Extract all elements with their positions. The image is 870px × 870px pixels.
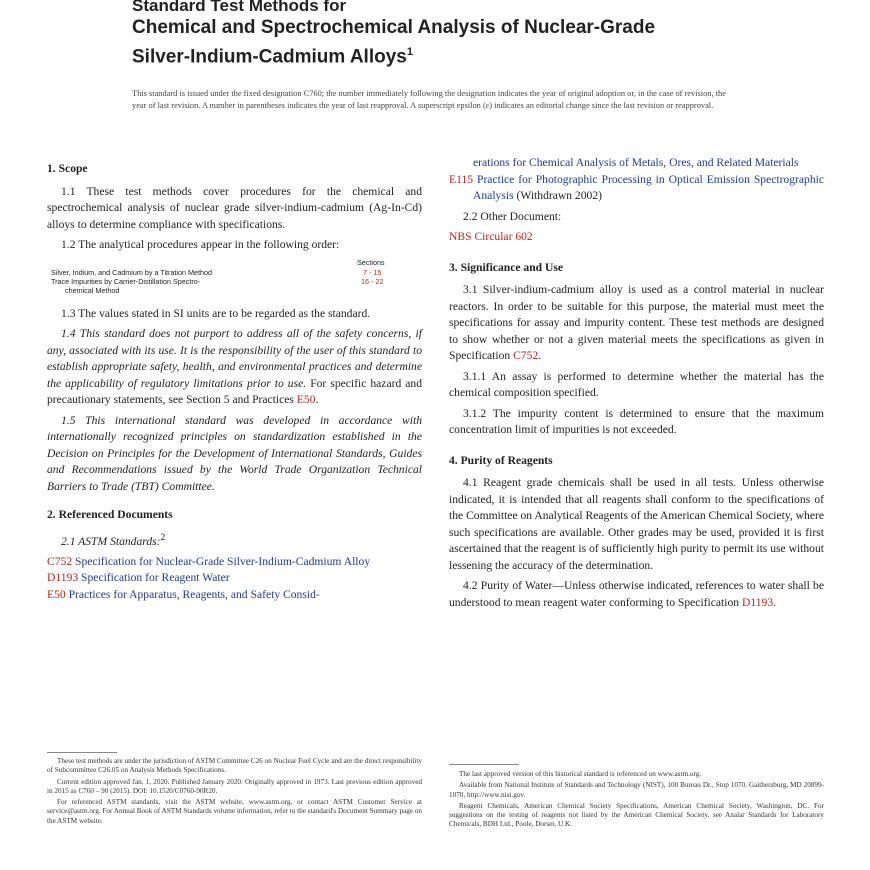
para-1-3: 1.3 The values stated in SI units are to be regarded as the standard.: [61, 306, 371, 320]
para-1-5: 1.5 This international standard was developed in accordance with internationally recognized principles on standardization established in the Decision on Principles for the Development of International Standards, Guides and Recommendations issued by the World Trade Organization Technical Barriers to Trade (TBT) Committee.: [47, 413, 422, 493]
section-2-heading: 2. Referenced Documents: [47, 508, 173, 521]
left-column: [47, 155, 422, 603]
title-line-3: [132, 40, 772, 69]
ref-title-continued[interactable]: erations for Chemical Analysis of Metals, Ores, and Related Materials: [473, 156, 799, 169]
footnotes-right: [449, 770, 824, 832]
title-line-3-text: Silver-Indium-Cadmium Alloys: [132, 46, 407, 68]
ref-withdrawn-note: (Withdrawn 2002): [516, 189, 602, 202]
reference-item[interactable]: [47, 570, 422, 587]
table-row-1-label: Silver, Indium, and Cadmium by a Titration Method: [51, 267, 212, 277]
footnote-5: Available from National Institute of Standards and Technology (NIST), 100 Bureau Dr., Stop 1070, Gaithersburg, MD 20899-1070, http://www.nist.gov.: [449, 781, 824, 799]
footnote-divider-right: [449, 764, 519, 765]
para-1-2: 1.2 The analytical procedures appear in the following order:: [61, 238, 340, 251]
ref-link-c752[interactable]: C752: [513, 349, 539, 362]
table-row-1-value[interactable]: 7 - 15: [363, 267, 382, 277]
footnote-divider-left: [47, 752, 117, 753]
para-1-4-safety: 1.4 This standard does not purport to address all of the safety concerns, if any, associated with its use. It is the responsibility of the user of this standard to establish appropriate safety, health, and environmental practices and determine the applicability of regulatory limitations prior to use.: [47, 327, 422, 390]
para-2-1: [47, 530, 422, 550]
title-line-2: Chemical and Spectrochemical Analysis of Nuclear-Grade: [132, 17, 656, 38]
section-1-heading: 1. Scope: [47, 162, 88, 175]
footnote-4: The last approved version of this historical standard is referenced on www.astm.org.: [459, 770, 702, 778]
para-3-1-2: 3.1.2 The impurity content is determined to ensure that the maximum concentration limit of impurities is not exceeded.: [449, 406, 824, 436]
ref-link-e50[interactable]: E50: [296, 393, 316, 406]
para-3-1: 3.1 Silver-indium-cadmium alloy is used as a control material in nuclear reactors. In order to be suitable for this purpose, the material must meet the specifications for assay and impurity content. These test methods are designed to show whether or not a given material meets the specifications as given in Specification C752.: [449, 283, 824, 362]
reference-item[interactable]: [47, 554, 422, 571]
para-3-1-text: 3.1 Silver-indium-cadmium alloy is used as a control material in nuclear reactors. In order to be suitable for this purpose, the material must meet the specifications for assay and impurity content. These test methods are designed to show whether or not a given material meets the specifications as given in Specification: [449, 283, 824, 362]
title-line-1: Standard Test Methods for: [132, 0, 347, 15]
ref-title[interactable]: Specification for Reagent Water: [81, 571, 230, 585]
table-row-2-label: Trace Impurities by Carrier-Distillation Spectro-: [51, 276, 201, 286]
section-3-heading: 3. Significance and Use: [449, 260, 564, 274]
ref-title[interactable]: Practices for Apparatus, Reagents, and Safety Consid-: [68, 587, 320, 601]
footnote-3: For referenced ASTM standards, visit the ASTM website, www.astm.org, or contact ASTM Customer Service at service@astm.org. For Annual Book of ASTM Standards volume information, refer to the standard's Document Summary page on the ASTM website.: [47, 798, 422, 825]
footnote-6: Reagent Chemicals, American Chemical Society Specifications, American Chemical Society, Washington, DC. For suggestions on the testing of reagents not listed by the American Chemical Society, see Analar Standards for Laboratory Chemicals, BDH Ltd., Poole, Dorset, U.K.: [449, 801, 824, 829]
ref-link-d1193[interactable]: D1193: [741, 595, 774, 609]
ref-id[interactable]: E50: [47, 587, 66, 601]
para-4-2-text: 4.2 Purity of Water—Unless otherwise indicated, references to water shall be understood to mean reagent water conforming to Specification: [449, 579, 824, 609]
right-column: [449, 155, 824, 615]
footnote-1: These test methods are under the jurisdiction of ASTM Committee C26 on Nuclear Fuel Cycle and are the direct responsibility of Subcommittee C26.05 on Analysis Methods Specifications.: [47, 757, 422, 775]
document-title: [132, 0, 772, 69]
ref-title[interactable]: Specification for Nuclear-Grade Silver-Indium-Cadmium Alloy: [75, 554, 371, 568]
table-header-sections: Sections: [357, 257, 385, 267]
table-row-2-value[interactable]: 16 - 22: [361, 276, 384, 286]
ref-nbs-circular[interactable]: NBS Circular 602: [449, 230, 533, 243]
procedures-table: [51, 258, 422, 298]
table-row-3-label: chemical Method: [65, 285, 120, 295]
footnotes-left: [47, 757, 422, 828]
para-4-1: 4.1 Reagent grade chemicals shall be used in all tests. Unless otherwise indicated, it is intended that all reagents shall conform to the specifications of the Committee on Analytical Reagents of the American Chemical Society, where such specifications are available. Other grades may be used, provided it is first ascertained that the reagent is of sufficiently high purity to permit its use without lessening the accuracy of the determination.: [449, 476, 824, 572]
designation-note: This standard is issued under the fixed designation C760; the number immediately following the designation indicates the year of original adoption or, in the case of revision, the year of last revision. A number in parentheses indicates the year of last reapproval. A superscript epsilon (ε) indicates an editorial change since the last revision or reapproval.: [132, 89, 726, 110]
reference-continuation[interactable]: [449, 155, 824, 172]
para-1-1: 1.1 These test methods cover procedures for the chemical and spectrochemical analysis of nuclear grade silver-indium-cadmium (Ag-In-Cd) alloys to determine compliance with specifications.: [47, 184, 422, 231]
ref-id[interactable]: E115: [449, 172, 474, 186]
ref-title[interactable]: Practice for Photographic Processing in Optical Emission Spectrographic Analysis: [473, 172, 824, 202]
title-footnote-mark: 1: [406, 46, 413, 58]
ref-id[interactable]: C752: [47, 554, 73, 568]
para-1-4-hazard: For specific hazard and precautionary statements, see Section 5 and Practices: [47, 376, 422, 406]
reference-nbs[interactable]: [449, 229, 824, 246]
para-2-1-sup: 2: [160, 531, 166, 543]
footnote-2: Current edition approved Jan. 1, 2020. Published January 2020. Originally approved in 1973. Last previous edition approved in 2015 as C760 – 90 (2015). DOI: 10.1520/C0760-90R20.: [47, 777, 422, 795]
para-2-1-text: 2.1 ASTM Standards:: [61, 534, 161, 548]
ref-id[interactable]: D1193: [47, 571, 79, 585]
para-4-2: 4.2 Purity of Water—Unless otherwise indicated, references to water shall be understood to mean reagent water conforming to Specification D1193.: [449, 579, 824, 609]
reference-item[interactable]: [449, 172, 824, 205]
para-3-1-1: 3.1.1 An assay is performed to determine whether the material has the chemical composition specified.: [449, 369, 824, 399]
reference-item[interactable]: [47, 587, 422, 604]
para-1-4: 1.4 This standard does not purport to address all of the safety concerns, if any, associated with its use. It is the responsibility of the user of this standard to establish appropriate safety, health, and environmental practices and determine the applicability of regulatory limitations prior to use. For specific hazard and precautionary statements, see Section 5 and Practices E50.: [47, 327, 422, 406]
section-4-heading: 4. Purity of Reagents: [449, 453, 553, 467]
para-2-2: 2.2 Other Document:: [463, 209, 562, 223]
